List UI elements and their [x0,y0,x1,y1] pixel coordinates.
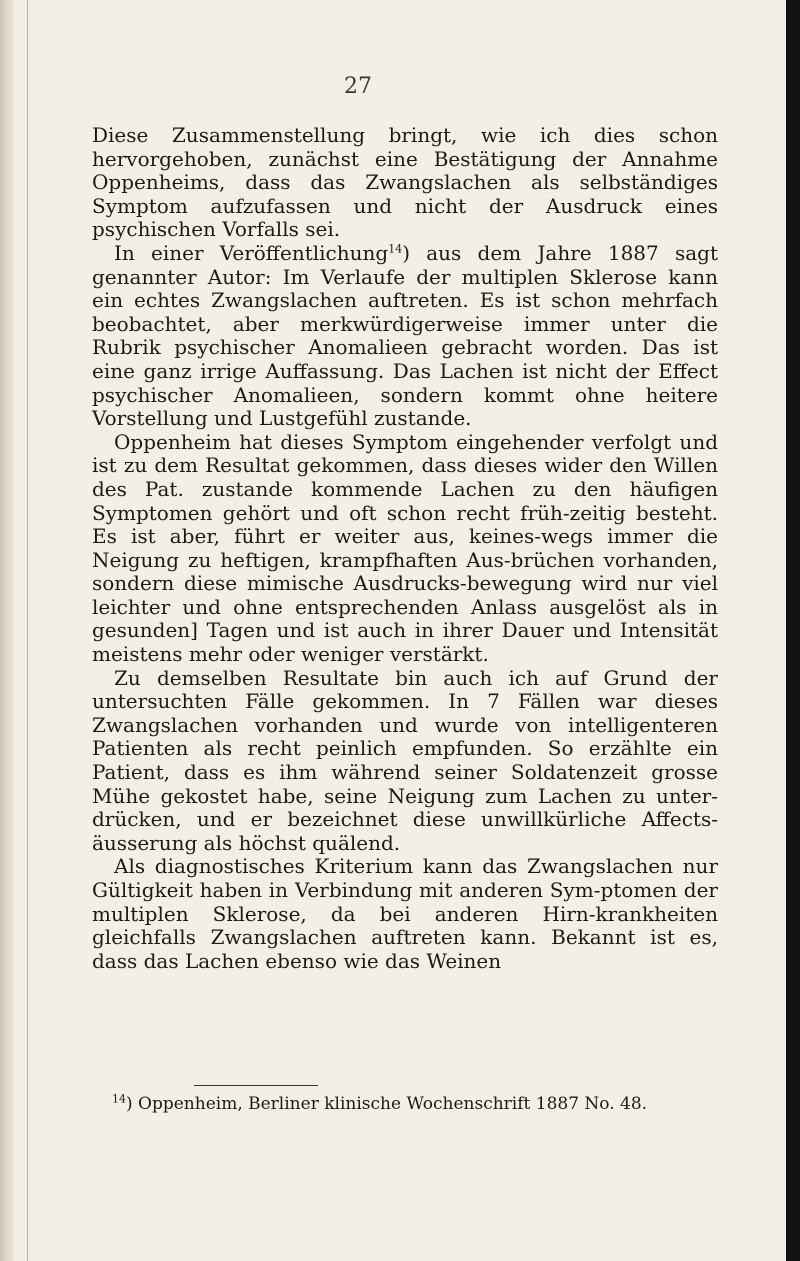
paragraph-2-rest: aus dem Jahre 1887 sagt genannter Autor: Im Verlaufe der multiplen Sklerose kann ein echtes Zwangslachen auftreten. Es ist schon mehrfach beobachtet, aber merkwürdigerweise immer unter die Rubrik psychischer Anomalieen gebracht worden. Das ist eine ganz irrige Auffassung. Das Lachen ist nicht der Effect psychischer Anomalieen, sondern kommt ohne heitere Vorstellung und Lustgefühl zustande. [92,240,718,431]
footnote-text: Oppenheim, Berliner klinische Wochenschrift 1887 No. 48. [138,1094,648,1114]
page-number: 27 [344,74,372,99]
paragraph-3: Oppenheim hat dieses Symptom eingehender verfolgt und ist zu dem Resultat gekommen, dass dieses wider den Willen des Pat. zustande kommende Lachen zu den häufigen Symptomen gehört und oft schon recht früh-zeitig besteht. Es ist aber, führt er weiter aus, keines-wegs immer die Neigung zu heftigen, krampfhaften Aus-brüchen vorhanden, sondern diese mimische Ausdrucks-bewegung wird nur viel leichter und ohne entsprechenden Anlass ausgelöst als in gesunden] Tagen und ist auch in ihrer Dauer und Intensität meistens mehr oder weniger verstärkt. [92,429,718,667]
paragraph-4: Zu demselben Resultate bin auch ich auf Grund der untersuchten Fälle gekommen. In 7 Fällen war dieses Zwangslachen vorhanden und wurde von intelligenteren Patienten als recht peinlich empfunden. So erzählte ein Patient, dass es ihm während seiner Soldatenzeit grosse Mühe gekostet habe, seine Neigung zum Lachen zu unter-drücken, und er bezeichnet diese unwillkürliche Affects-äusserung als höchst quälend. [92,665,718,855]
footnote-reference: 14 [388,242,403,256]
body-text [92,124,718,973]
footnote [112,1093,718,1115]
paragraph-1: Diese Zusammenstellung bringt, wie ich dies schon hervorgehoben, zunächst eine Bestätigung der Annahme Oppenheims, dass das Zwangslachen als selbständiges Symptom aufzufassen und nicht der Ausdruck eines psychischen Vorfalls sei. [92,123,718,242]
page-left-edge [0,0,14,1261]
paragraph-5: Als diagnostisches Kriterium kann das Zwangslachen nur Gültigkeit haben in Verbindung mit anderen Sym-ptomen der multiplen Sklerose, da bei anderen Hirn-krankheiten gleichfalls Zwangslachen auftreten kann. Bekannt ist es, dass das Lachen ebenso wie das Weinen [92,854,718,973]
footnote-rule [194,1085,318,1086]
page-right-edge [786,0,800,1261]
paragraph-2-lead: In einer Veröffentlichung [114,240,389,265]
footnote-bracket: ) [126,1094,133,1114]
paragraph-2 [92,242,718,431]
footnote-marker: 14 [112,1092,126,1106]
footnote-reference-bracket: ) [402,240,411,265]
page-left-rule [27,0,28,1261]
